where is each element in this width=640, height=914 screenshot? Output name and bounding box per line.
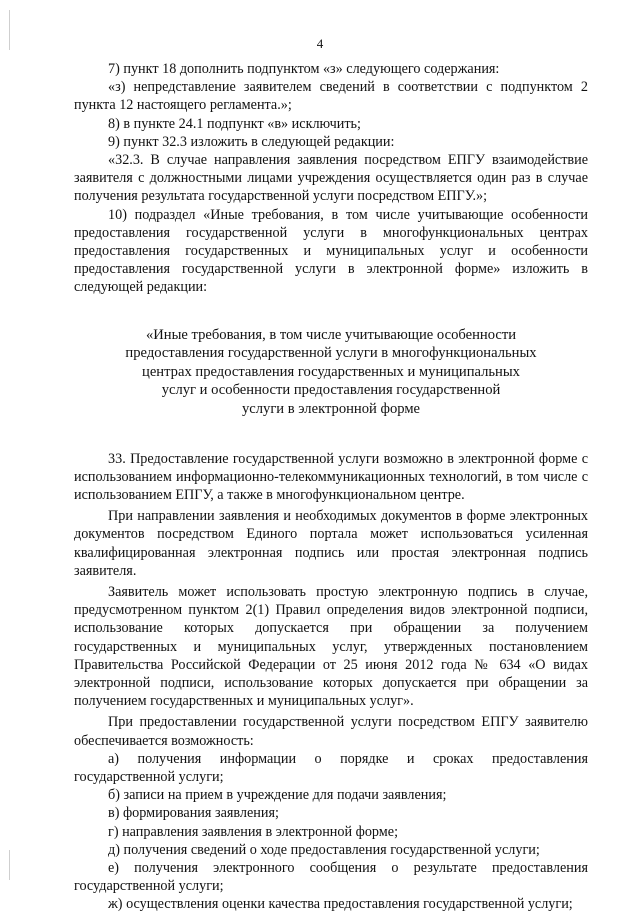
- list-item-e: е) получения электронного сообщения о результате предоставления государственной услуги;: [74, 860, 588, 895]
- document-body: [74, 60, 588, 914]
- list-item-b: б) записи на прием в учреждение для подачи заявления;: [108, 787, 447, 804]
- heading-line: предоставления государственной услуги в многофункциональных: [125, 345, 537, 362]
- heading-line: «Иные требования, в том числе учитывающие особенности: [145, 326, 517, 343]
- item-10: 10) подраздел «Иные требования, в том числе учитывающие особенности предоставления государственной услуги в многофункциональных центрах предоставления государственных и муниципальных услуг и особенности предоставления государственной услуги в электронной форме» изложить в следующей редакции:: [74, 206, 588, 296]
- item-9: 9) пункт 32.3 изложить в следующей редакции:: [108, 133, 395, 150]
- list-item-d: д) получения сведений о ходе предоставления государственной услуги;: [108, 841, 540, 858]
- heading-line: центрах предоставления государственных и муниципальных: [142, 363, 520, 380]
- heading-line: услуги в электронной форме: [241, 401, 421, 418]
- paragraph-epgu-possibilities: При предоставлении государственной услуги посредством ЕПГУ заявителю обеспечивается возможность:: [74, 714, 588, 749]
- subsection-heading: [74, 326, 588, 419]
- list-item-a: а) получения информации о порядке и сроках предоставления государственной услуги;: [74, 750, 588, 786]
- item-7: 7) пункт 18 дополнить подпунктом «з» следующего содержания:: [108, 61, 500, 77]
- paragraph-simple-signature: Заявитель может использовать простую электронную подпись в случае, предусмотренном пунктом 2(1) Правил определения видов электронной подписи, использование которых допускается при обращении за получением государственных и муниципальных услуг, утвержденных постановлением Правительства Российской Федерации от 25 июня 2012 года № 634 «О видах электронной подписи, использование которых допускается при обращении за получением государственных и муниципальных услуг».: [74, 584, 588, 710]
- item-z-quote: «з) непредставление заявителем сведений в соответствии с подпунктом 2 пункта 12 настоящего регламента.»;: [74, 79, 588, 114]
- paragraph-33: 33. Предоставление государственной услуги возможно в электронной форме с использованием информационно-телекоммуникационных технологий, в том числе с использованием ЕПГУ, а также в многофункциональном центре.: [74, 450, 588, 504]
- scan-edge-mark: [9, 850, 10, 880]
- list-item-v: в) формирования заявления;: [108, 805, 279, 822]
- paragraph-signature: При направлении заявления и необходимых документов в форме электронных документов посредством Единого портала может использоваться усиленная квалифицированная электронная подпись или простая электронная подпись заявителя.: [74, 508, 588, 579]
- item-8: 8) в пункте 24.1 подпункт «в» исключить;: [108, 115, 361, 132]
- heading-line: услуг и особенности предоставления государственной: [161, 382, 501, 399]
- item-32-3-quote: «32.3. В случае направления заявления посредством ЕПГУ взаимодействие заявителя с должностными лицами учреждения осуществляется один раз в случае получения результата государственной услуги посредством ЕПГУ.»;: [74, 152, 588, 205]
- list-item-g: г) направления заявления в электронной форме;: [108, 823, 399, 840]
- list-item-zh: ж) осуществления оценки качества предоставления государственной услуги;: [108, 896, 573, 913]
- page-number: 4: [316, 36, 324, 51]
